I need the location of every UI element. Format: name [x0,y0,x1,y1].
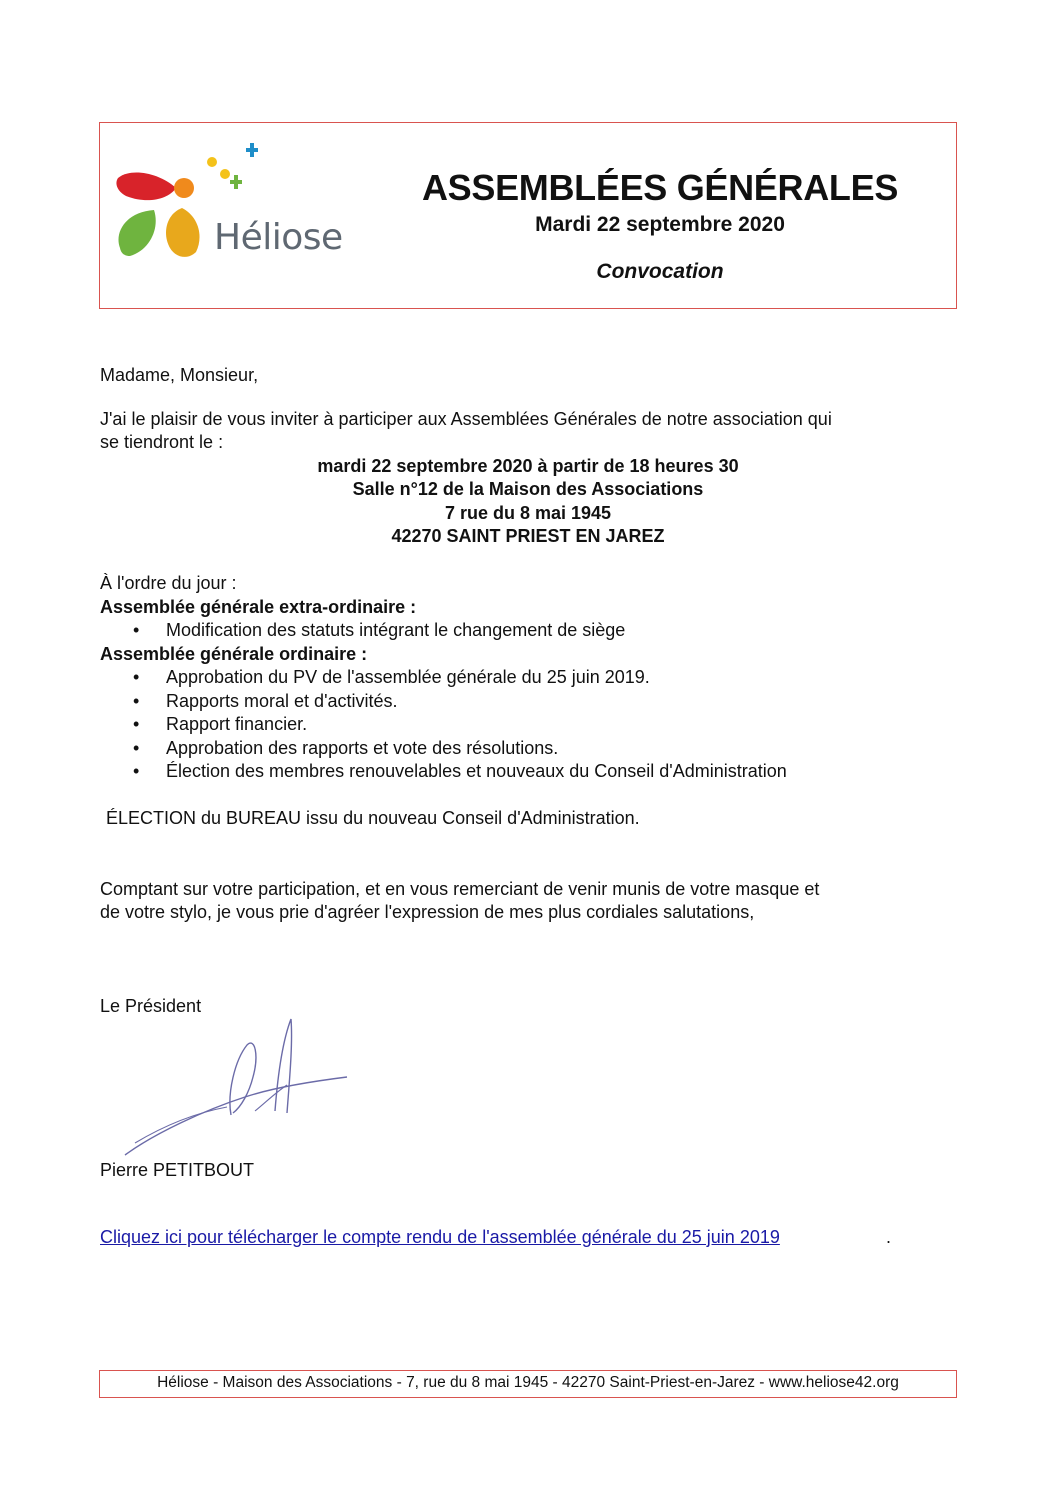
bullet-icon: • [133,620,140,640]
list-item-label: Modification des statuts intégrant le changement de siège [166,620,626,640]
list-item-label: Rapport financier. [166,714,308,734]
signatory-name: Pierre PETITBOUT [100,1160,255,1180]
meeting-room: Salle n°12 de la Maison des Associations [352,479,704,499]
meeting-datetime: mardi 22 septembre 2020 à partir de 18 heures 30 [317,456,739,476]
closing-line-1: Comptant sur votre participation, et en vous remerciant de venir munis de votre masque et [100,879,820,899]
bullet-icon: • [133,761,140,781]
list-item-label: Rapports moral et d'activités. [166,691,398,711]
signature-image [115,1015,355,1165]
intro-line-2: se tiendront le : [100,432,224,452]
extra-heading: Assemblée générale extra-ordinaire : [100,597,417,617]
meeting-street: 7 rue du 8 mai 1945 [444,503,612,523]
footer-text: Héliose - Maison des Associations - 7, rue du 8 mai 1945 - 42270 Saint-Priest-en-Jarez - www.heliose42.org [157,1374,899,1391]
intro-line-1: J'ai le plaisir de vous inviter à participer aux Assemblées Générales de notre association qui [100,409,832,429]
meeting-city: 42270 SAINT PRIEST EN JAREZ [391,526,665,546]
ordinary-heading: Assemblée générale ordinaire : [100,644,368,664]
bullet-icon: • [133,691,140,711]
bullet-icon: • [133,738,140,758]
bullet-icon: • [133,714,140,734]
logo-text: Héliose [214,217,343,258]
list-item-label: Élection des membres renouvelables et nouveaux du Conseil d'Administration [166,761,787,781]
link-trailing-period: . [886,1227,892,1247]
signatory-title: Le Président [100,996,202,1016]
download-minutes-link[interactable]: Cliquez ici pour télécharger le compte rendu de l'assemblée générale du 25 juin 2019 [100,1227,780,1247]
closing-line-2: de votre stylo, je vous prie d'agréer l'expression de mes plus cordiales salutations, [100,902,755,922]
list-item-label: Approbation des rapports et vote des résolutions. [166,738,559,758]
meeting-date: Mardi 22 septembre 2020 [535,213,785,236]
agenda-intro: À l'ordre du jour : [100,573,237,593]
document-subtitle: Convocation [596,260,724,283]
election-line: ÉLECTION du BUREAU issu du nouveau Conseil d'Administration. [106,808,640,828]
document-title: ASSEMBLÉES GÉNÉRALES [421,167,899,208]
list-item-label: Approbation du PV de l'assemblée générale du 25 juin 2019. [166,667,650,687]
greeting: Madame, Monsieur, [100,365,259,385]
bullet-icon: • [133,667,140,687]
